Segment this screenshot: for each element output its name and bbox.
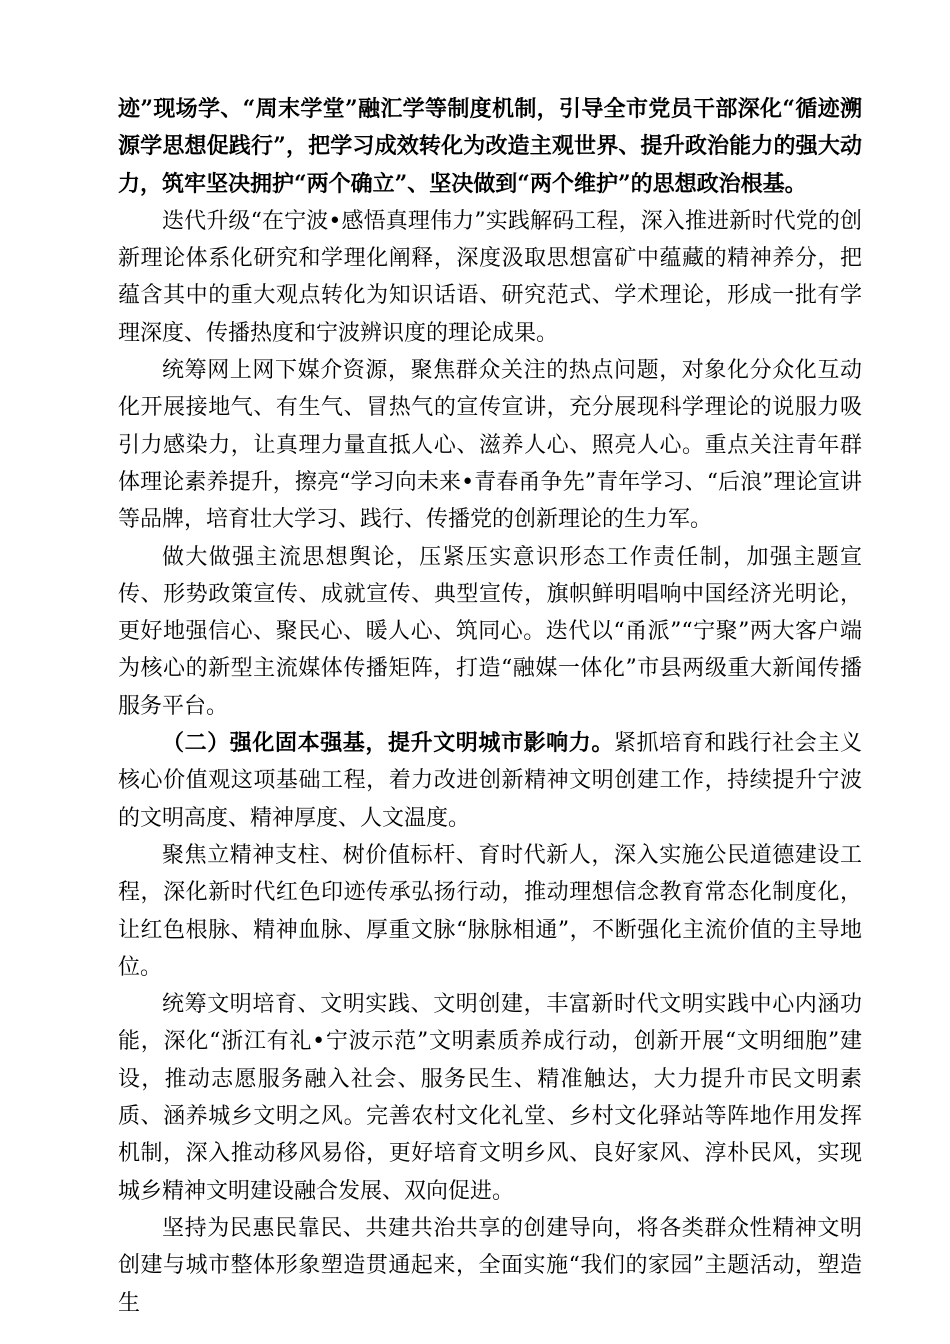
- paragraph-spiritual-pillar: 聚焦立精神支柱、树价值标杆、育时代新人，深入实施公民道德建设工程，深化新时代红色印迹传承弘扬行动，推动理想信念教育常态化制度化，让红色根脉、精神血脉、厚重文脉“脉脉相通”，不断强化主流价值的主导地位。: [118, 842, 862, 980]
- paragraph-media-resources: 统筹网上网下媒介资源，聚焦群众关注的热点问题，对象化分众化互动化开展接地气、有生气、冒热气的宣传宣讲，充分展现科学理论的说服力吸引力感染力，让真理力量直抵人心、滋养人心、照亮人心。重点关注青年群体理论素养提升，擦亮“学习向未来•青春甬争先”青年学习、“后浪”理论宣讲等品牌，培育壮大学习、践行、传播党的创新理论的生力军。: [118, 358, 862, 533]
- paragraph-creation-orientation: 坚持为民惠民靠民、共建共治共享的创建导向，将各类群众性精神文明创建与城市整体形象塑造贯通起来，全面实施“我们的家园”主题活动，塑造生: [118, 1215, 862, 1316]
- paragraph-theory-research: 迭代升级“在宁波•感悟真理伟力”实践解码工程，深入推进新时代党的创新理论体系化研究和学理化阐释，深度汲取思想富矿中蕴藏的精神养分，把蕴含其中的重大观点转化为知识话语、研究范式、学术理论，形成一批有学理深度、传播热度和宁波辨识度的理论成果。: [118, 208, 862, 346]
- continued-paragraph: 迹”现场学、“周末学堂”融汇学等制度机制，引导全市党员干部深化“循迹溯源学思想促践行”，把学习成效转化为改造主观世界、提升政治能力的强大动力，筑牢坚决拥护“两个确立”、坚决做到“两个维护”的思想政治根基。: [118, 96, 862, 197]
- document-body: [118, 91, 862, 1322]
- paragraph-civilization-practice: 统筹文明培育、文明实践、文明创建，丰富新时代文明实践中心内涵功能，深化“浙江有礼•宁波示范”文明素质养成行动，创新开展“文明细胞”建设，推动志愿服务融入社会、服务民生、精准触达，大力提升市民文明素质、涵养城乡文明之风。完善农村文化礼堂、乡村文化驿站等阵地作用发挥机制，深入推动移风易俗，更好培育文明乡风、良好家风、淳朴民风，实现城乡精神文明建设融合发展、双向促进。: [118, 992, 862, 1204]
- paragraph-section-two: [118, 725, 862, 837]
- section-heading-body: 紧抓培育和践行社会主义核心价值观这项基础工程，着力改进创新精神文明创建工作，持续提升宁波的文明高度、精神厚度、人文温度。: [118, 731, 862, 831]
- section-heading: （二）强化固本强基，提升文明城市影响力。: [162, 730, 614, 757]
- paragraph-mainstream-opinion: 做大做强主流思想舆论，压紧压实意识形态工作责任制，加强主题宣传、形势政策宣传、成就宣传、典型宣传，旗帜鲜明唱响中国经济光明论，更好地强信心、聚民心、暖人心、筑同心。迭代以“甬派”“宁聚”两大客户端为核心的新型主流媒体传播矩阵，打造“融媒一体化”市县两级重大新闻传播服务平台。: [118, 544, 862, 719]
